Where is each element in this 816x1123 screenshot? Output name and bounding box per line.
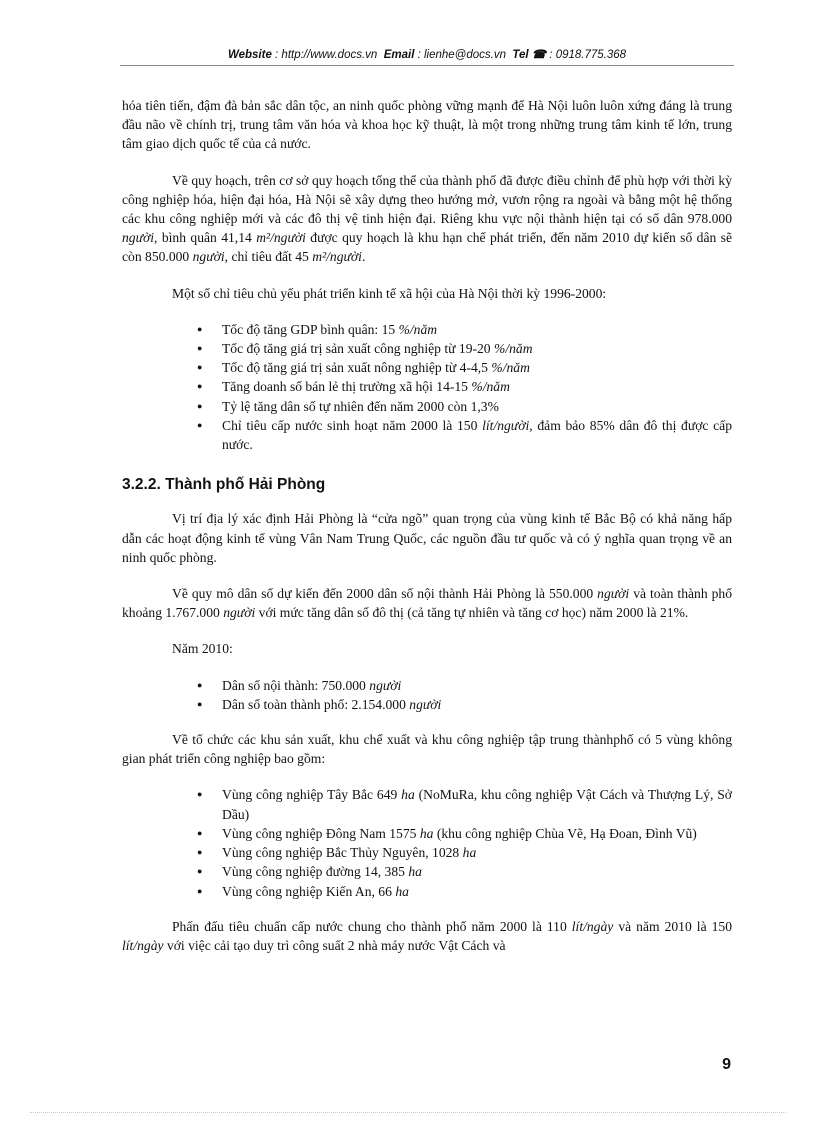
text-run: Vùng công nghiệp Bắc Thủy Nguyên, 1028	[222, 845, 463, 861]
list-item	[222, 824, 732, 843]
text-run: Tăng doanh số bán lẻ thị trường xã hội 14-15	[222, 379, 472, 395]
paragraph: Một số chỉ tiêu chủ yếu phát triển kinh tế xã hội của Hà Nội thời kỳ 1996-2000:	[172, 285, 607, 301]
text-run: với mức tăng dân số đô thị (cả tăng tự nhiên và tăng cơ học) năm 2000 là 21%.	[255, 605, 689, 621]
text-run: .	[361, 249, 366, 265]
list-item	[222, 676, 732, 695]
email-label: Email	[383, 49, 415, 61]
page-header	[120, 47, 734, 61]
unit: ha	[395, 883, 409, 899]
paragraph	[122, 171, 732, 267]
list-item	[222, 843, 732, 862]
paragraph: hóa tiên tiến, đậm đà bản sắc dân tộc, an ninh quốc phòng vững mạnh để Hà Nội luôn luôn xứng đáng là trung đầu não về chính trị, trung tâm văn hóa và khoa học kỹ thuật, là một trong những trung tâm kinh tế lớn, trung tâm giao dịch quốc tế của cả nước.	[122, 98, 732, 152]
phone-icon: ☎	[531, 49, 547, 61]
text-run: Tốc độ tăng giá trị sản xuất nông nghiệp từ 4-4,5	[222, 360, 492, 376]
list-item	[222, 862, 732, 881]
unit: ha	[401, 787, 415, 803]
paragraph	[122, 584, 732, 622]
text-run: Vùng công nghiệp Đông Nam 1575	[222, 825, 420, 841]
bullet-list	[122, 785, 732, 900]
text-run: Tốc độ tăng GDP bình quân: 15	[222, 321, 399, 337]
text-run: Dân số toàn thành phố: 2.154.000	[222, 696, 410, 712]
unit: lít/người	[482, 417, 530, 433]
list-item	[222, 339, 732, 358]
tel-value: : 0918.775.368	[546, 49, 627, 61]
unit: người	[122, 230, 155, 246]
list-item	[222, 416, 732, 454]
bullet-list	[122, 676, 732, 714]
footer-divider	[30, 1112, 786, 1113]
text-run: , bình quân 41,14	[154, 230, 257, 246]
unit: %/năm	[494, 341, 533, 357]
text-run: Chỉ tiêu cấp nước sinh hoạt năm 2000 là 150	[222, 417, 483, 433]
list-item: ● Tỷ lệ tăng dân số tự nhiên đến năm 2000 còn 1,3%	[222, 397, 732, 416]
list-item	[222, 358, 732, 377]
text-run: được quy hoạch là khu hạn chế phát triển, đến năm 2010 dự kiến số dân sẽ còn 850.000	[122, 230, 732, 265]
unit: người	[192, 249, 225, 265]
text-run: Về quy hoạch, trên cơ sở quy hoạch tổng thể của thành phố đã được điều chỉnh để phù hợp với thời kỳ công nghiệp hóa, hiện đại hóa, Hà Nội sẽ xây dựng theo hướng mở, vươn rộng ra ngoài và bằng một hệ thống các khu công nghiệp mới và các đô thị vệ tinh hiện đại. Riêng khu vực nội thành hiện tại có số dân 978.000	[122, 172, 732, 227]
unit: m²/người	[256, 230, 306, 246]
website-value: : http://www.docs.vn	[271, 49, 378, 61]
paragraph: Vị trí địa lý xác định Hải Phòng là “cửa ngõ” quan trọng của vùng kinh tế Bắc Bộ có khả năng hấp dẫn các hoạt động kinh tế vùng Vân Nam Trung Quốc, các nguồn đầu tư quốc và có ý nghĩa quan trọng về an ninh quốc phòng.	[122, 511, 732, 565]
unit: người	[223, 605, 256, 621]
unit: %/năm	[398, 321, 438, 337]
document-body	[122, 96, 732, 972]
page-number: 9	[722, 1056, 731, 1073]
paragraph	[122, 917, 732, 955]
text-run: Tốc độ tăng giá trị sản xuất công nghiệp từ 19-20	[222, 341, 495, 357]
email-value: : lienhe@docs.vn	[414, 49, 506, 61]
text-run: với việc cải tạo duy trì công suất 2 nhà máy nước Vật Cách và	[163, 937, 506, 953]
unit: %/năm	[491, 360, 530, 376]
unit: ha	[462, 845, 477, 861]
text-run: Phấn đấu tiêu chuẩn cấp nước chung cho thành phố năm 2000 là 110	[172, 918, 572, 934]
header-divider	[120, 65, 734, 66]
bullet-list	[122, 320, 732, 454]
unit: người	[369, 677, 402, 693]
paragraph: Năm 2010:	[172, 641, 233, 657]
list-item	[222, 785, 732, 823]
text-run: và năm 2010 là 150	[613, 918, 732, 934]
unit: lít/ngày	[571, 918, 614, 934]
unit: m²/người	[312, 249, 362, 265]
website-label: Website	[227, 49, 272, 61]
text-run: Vùng công nghiệp Tây Bắc 649	[222, 787, 402, 803]
text-run: (NoMuRa, khu công nghiệp Vật Cách và Thượng Lý, Sở Dầu)	[222, 787, 732, 822]
text-run: Vùng công nghiệp đường 14, 385	[222, 864, 409, 880]
tel-label: Tel	[512, 49, 529, 61]
text-run: , đảm bảo 85% dân đô thị được cấp nước.	[222, 417, 733, 453]
unit: lít/ngày	[122, 937, 164, 953]
text-run: Dân số nội thành: 750.000	[222, 677, 370, 693]
section-heading: 3.2.2. Thành phố Hải Phòng	[122, 476, 326, 494]
text-run: Về quy mô dân số dự kiến đến 2000 dân số nội thành Hải Phòng là 550.000	[172, 586, 598, 602]
list-item	[222, 320, 732, 339]
paragraph: Về tổ chức các khu sản xuất, khu chế xuất và khu công nghiệp tập trung thànhphố có 5 vùng không gian phát triển công nghiệp bao gồm:	[122, 732, 732, 767]
text-run: (khu công nghiệp Chùa Vẽ, Hạ Đoan, Đình Vũ)	[433, 825, 697, 841]
unit: người	[409, 696, 442, 712]
text-run: Vùng công nghiệp Kiến An, 66	[222, 883, 396, 899]
unit: người	[597, 586, 630, 602]
list-item	[222, 695, 732, 714]
unit: ha	[419, 825, 434, 841]
text-run: và toàn thành phố khoảng 1.767.000	[122, 586, 732, 621]
unit: %/năm	[471, 379, 510, 395]
text-run: , chỉ tiêu đất 45	[224, 249, 313, 265]
list-item	[222, 882, 732, 901]
list-item	[222, 377, 732, 396]
unit: ha	[408, 864, 422, 880]
